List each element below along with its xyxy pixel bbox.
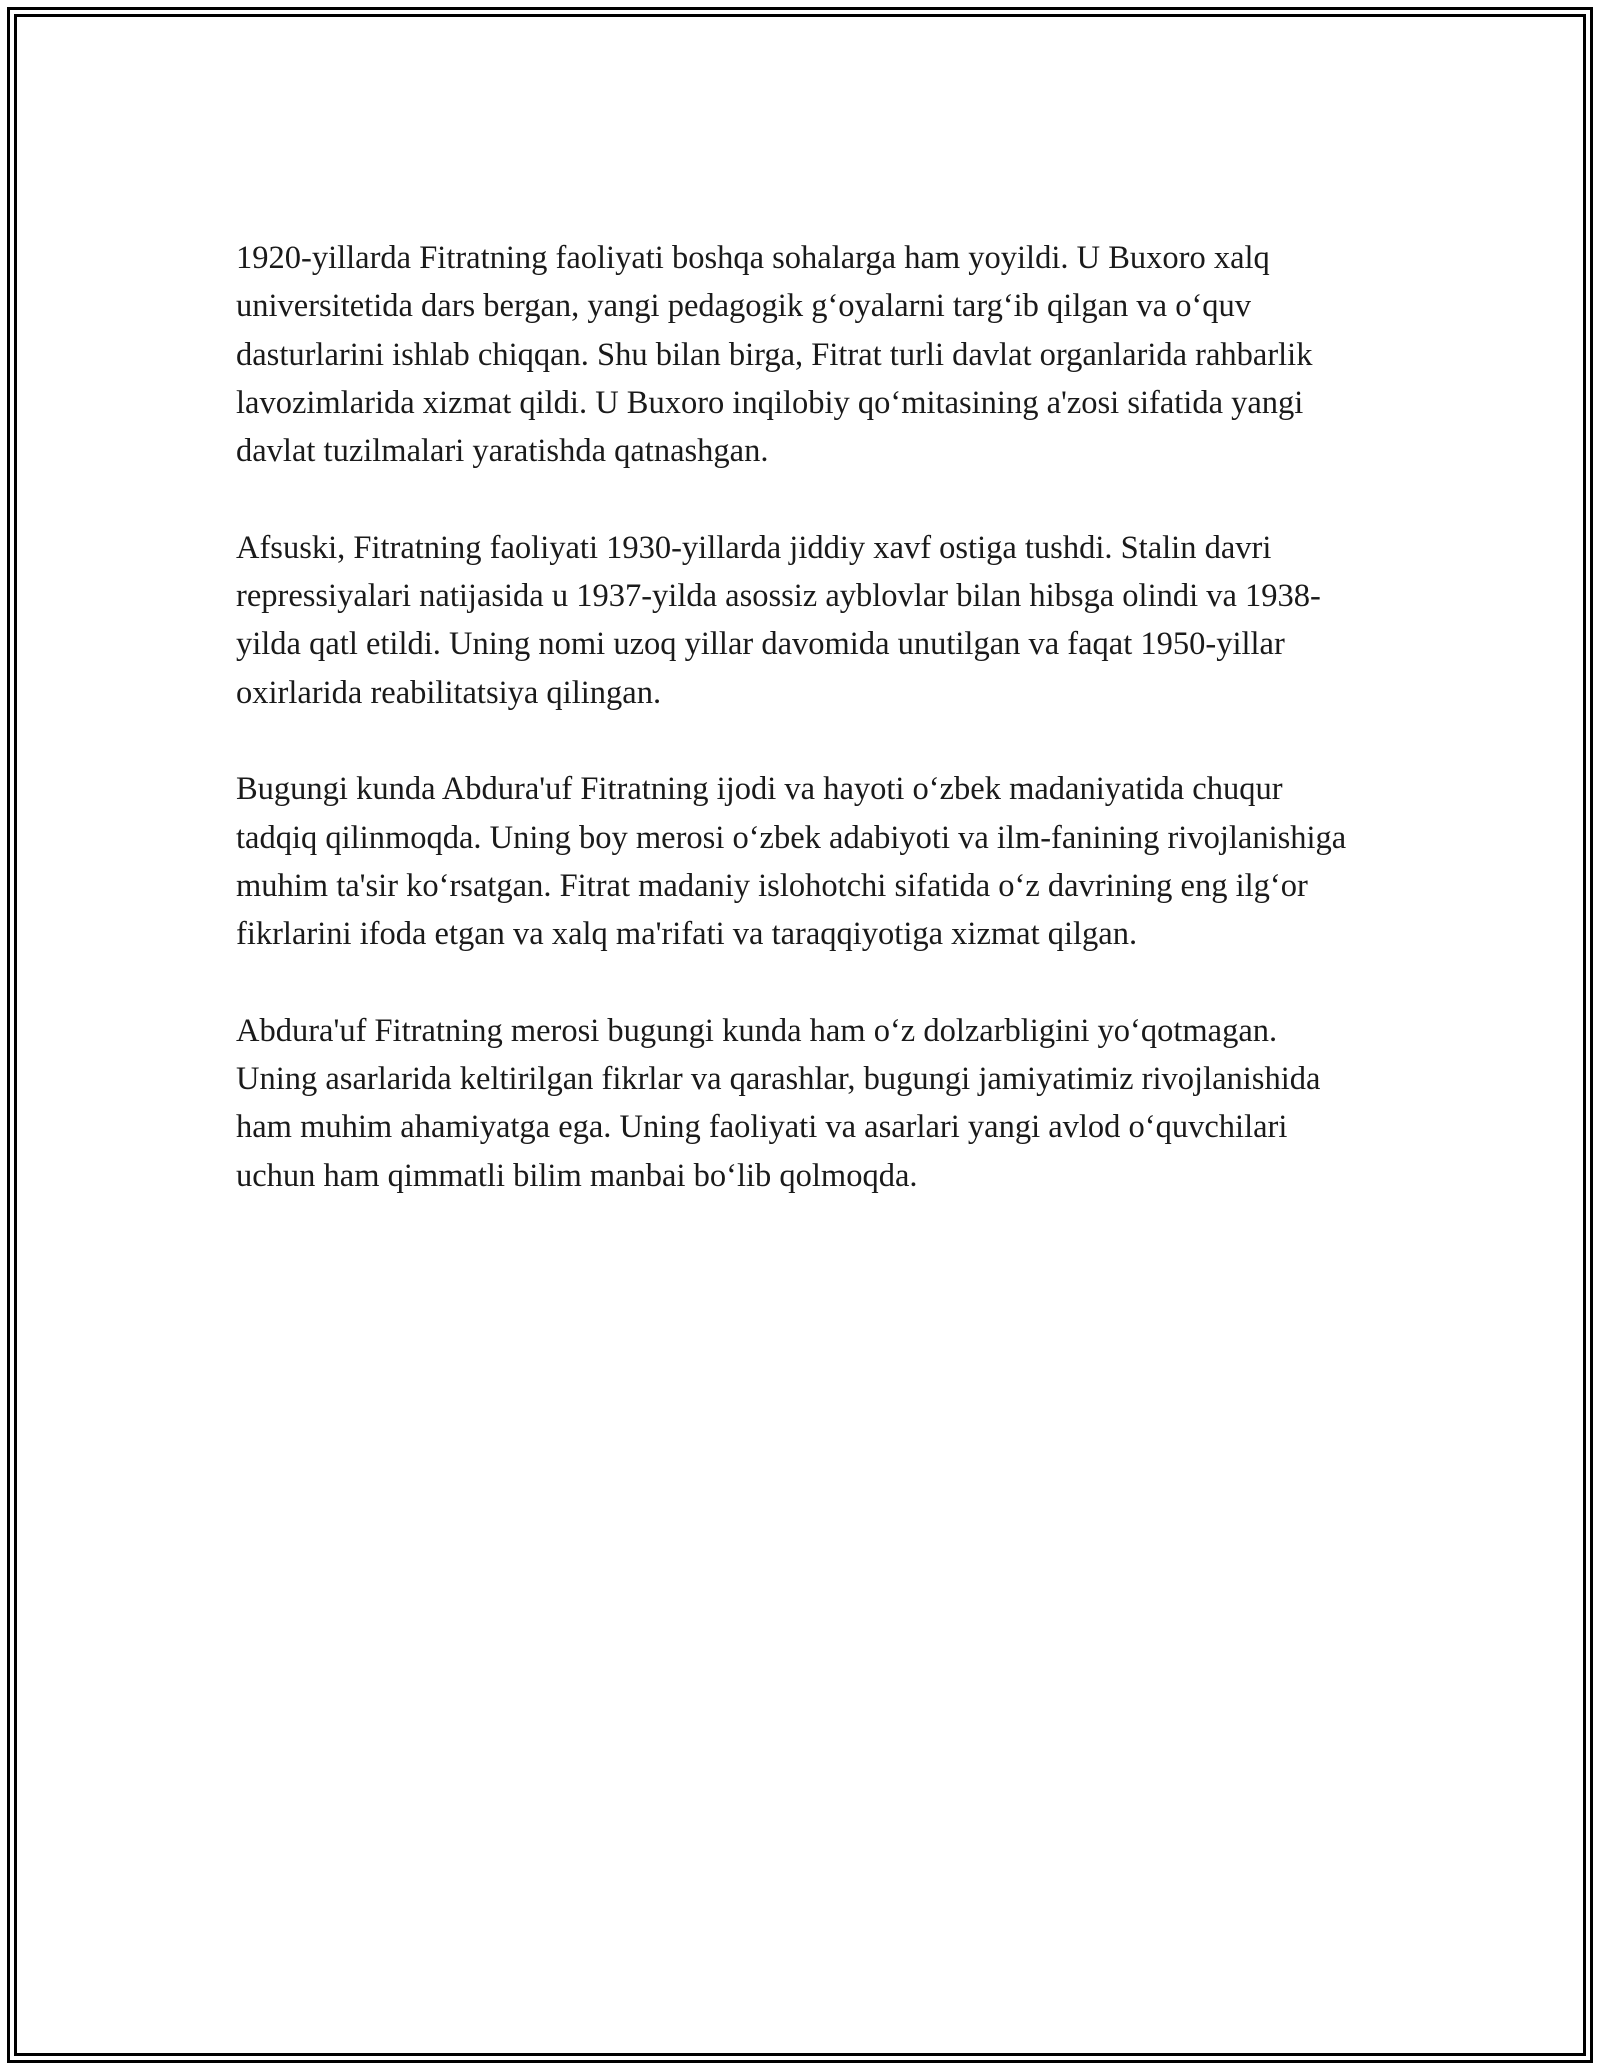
paragraph-1: 1920-yillarda Fitratning faoliyati boshqa sohalarga ham yoyildi. U Buxoro xalq universitetida dars bergan, yangi pedagogik g‘oyalarni targ‘ib qilgan va o‘quv dasturlarini ishlab chiqqan. Shu bilan birga, Fitrat turli davlat organlarida rahbarlik lavozimlarida xizmat qildi. U Buxoro inqilobiy qo‘mitasining a'zosi sifatida yangi davlat tuzilmalari yaratishda qatnashgan. xyxy=(236,240,1313,470)
paragraph-2: Afsuski, Fitratning faoliyati 1930-yillarda jiddiy xavf ostiga tushdi. Stalin davri repressiyalari natijasida u 1937-yilda asossiz ayblovlar bilan hibsga olindi va 1938-yilda qatl etildi. Uning nomi uzoq yillar davomida unutilgan va faqat 1950-yillar oxirlarida reabilitatsiya qilingan. xyxy=(236,529,1321,711)
paragraph-3: Bugungi kunda Abdura'uf Fitratning ijodi va hayoti o‘zbek madaniyatida chuqur tadqiq qilinmoqda. Uning boy merosi o‘zbek adabiyoti va ilm-fanining rivojlanishiga muhim ta'sir ko‘rsatgan. Fitrat madaniy islohotchi sifatida o‘z davrining eng ilg‘or fikrlarini ifoda etgan va xalq ma'rifati va taraqqiyotiga xizmat qilgan. xyxy=(236,771,1347,953)
paragraph-4: Abdura'uf Fitratning merosi bugungi kunda ham o‘z dolzarbligini yo‘qotmagan. Uning asarlarida keltirilgan fikrlar va qarashlar, bugungi jamiyatimiz rivojlanishida ham muhim ahamiyatga ega. Uning faoliyati va asarlari yangi avlod o‘quvchilari uchun ham qimmatli bilim manbai bo‘lib qolmoqda. xyxy=(236,1012,1321,1194)
document-body xyxy=(236,234,1366,1248)
